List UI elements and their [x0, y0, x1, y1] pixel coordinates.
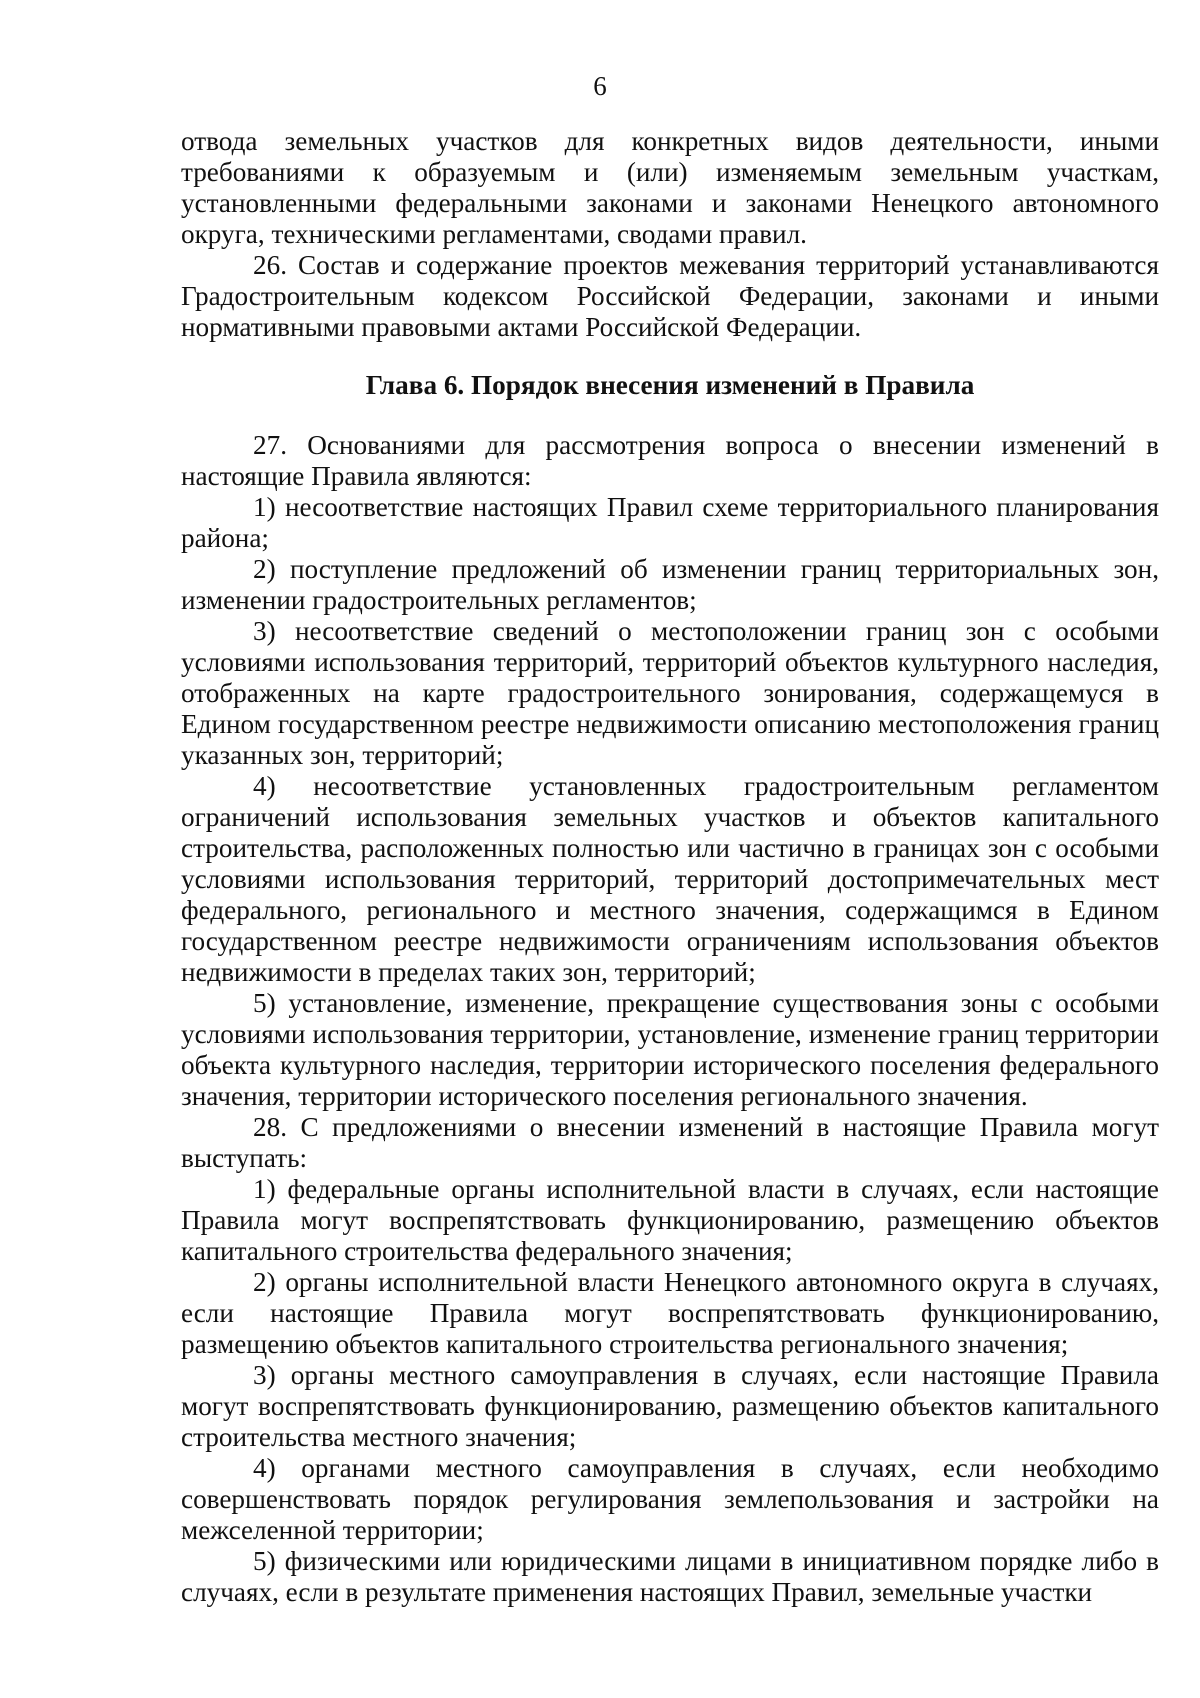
list-item-28-4: 4) органами местного самоуправления в случаях, если необходимо совершенствовать порядок регулирования землепользования и застройки на межселенной территории; [181, 1453, 1159, 1545]
paragraph-continuation: отвода земельных участков для конкретных видов деятельности, иными требованиями к образуемым и (или) изменяемым земельным участкам, установленными федеральными законами и законами Ненецкого автономного округа, техническими регламентами, сводами правил. [181, 126, 1159, 249]
paragraph-26: 26. Состав и содержание проектов межевания территорий устанавливаются Градостроительным кодексом Российской Федерации, законами и иными нормативными правовыми актами Российской Федерации. [181, 250, 1159, 342]
list-item-27-5: 5) установление, изменение, прекращение существования зоны с особыми условиями использования территории, установление, изменение границ территории объекта культурного наследия, территории исторического поселения федерального значения, территории исторического поселения регионального значения. [181, 988, 1159, 1111]
page-number: 6 [593, 71, 607, 101]
list-item-28-5: 5) физическими или юридическими лицами в инициативном порядке либо в случаях, если в результате применения настоящих Правил, земельные участки [181, 1546, 1159, 1607]
document-body [181, 126, 1159, 1608]
list-item-28-2: 2) органы исполнительной власти Ненецкого автономного округа в случаях, если настоящие Правила могут воспрепятствовать функционированию, размещению объектов капитального строительства регионального значения; [181, 1267, 1159, 1359]
list-item-27-1: 1) несоответствие настоящих Правил схеме территориального планирования района; [181, 492, 1159, 553]
paragraph-28: 28. С предложениями о внесении изменений в настоящие Правила могут выступать: [181, 1112, 1159, 1173]
section-before-heading [181, 126, 1159, 343]
section-after-heading [181, 430, 1159, 1608]
list-item-27-2: 2) поступление предложений об изменении границ территориальных зон, изменении градостроительных регламентов; [181, 554, 1159, 615]
paragraph-27: 27. Основаниями для рассмотрения вопроса о внесении изменений в настоящие Правила являются: [181, 430, 1159, 491]
list-item-28-3: 3) органы местного самоуправления в случаях, если настоящие Правила могут воспрепятствовать функционированию, размещению объектов капитального строительства местного значения; [181, 1360, 1159, 1452]
list-item-27-4: 4) несоответствие установленных градостроительным регламентом ограничений использования земельных участков и объектов капитального строительства, расположенных полностью или частично в границах зон с особыми условиями использования территорий, территорий достопримечательных мест федерального, регионального и местного значения, содержащимся в Едином государственном реестре недвижимости ограничениям использования объектов недвижимости в пределах таких зон, территорий; [181, 771, 1159, 987]
chapter-heading: Глава 6. Порядок внесения изменений в Правила [365, 370, 975, 400]
list-item-27-3: 3) несоответствие сведений о местоположении границ зон с особыми условиями использования территорий, территорий объектов культурного наследия, отображенных на карте градостроительного зонирования, содержащемуся в Едином государственном реестре недвижимости описанию местоположения границ указанных зон, территорий; [181, 616, 1159, 770]
list-item-28-1: 1) федеральные органы исполнительной власти в случаях, если настоящие Правила могут воспрепятствовать функционированию, размещению объектов капитального строительства федерального значения; [181, 1174, 1159, 1266]
